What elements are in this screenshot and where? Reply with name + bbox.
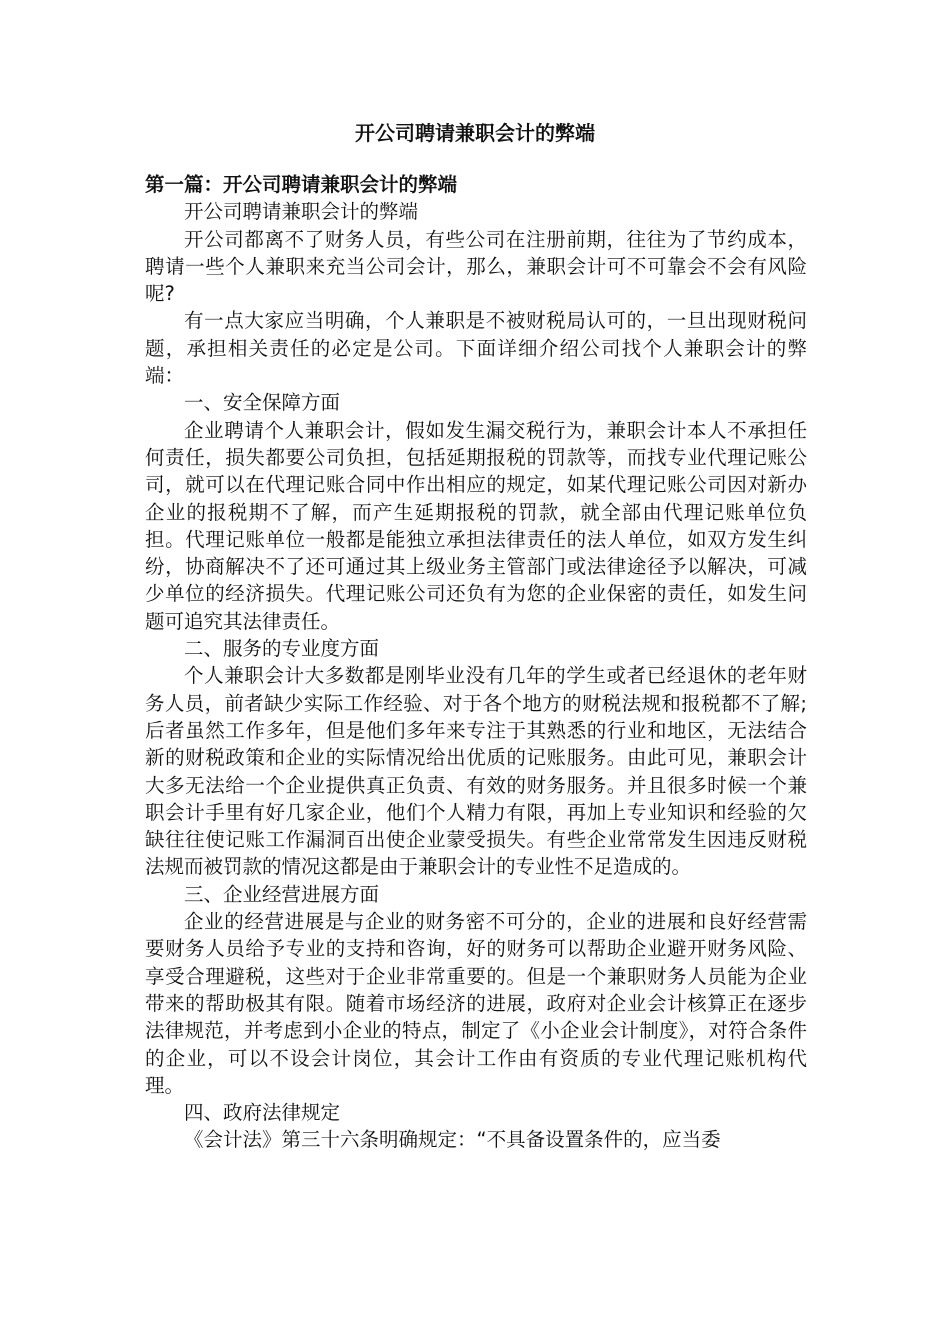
- heading-professionalism: 二、服务的专业度方面: [184, 637, 380, 661]
- safety-paragraph: 企业聘请个人兼职会计，假如发生漏交税行为，兼职会计本人不承担任何责任，损失都要公司负担，包括延期报税的罚款等，而找专业代理记账公司，就可以在代理记账合同中作出相应的规定，如某代理记账公司因对新办企业的报税期不了解，而产生延期报税的罚款，就全部由代理记账单位负担。代理记账单位一般都是能独立承担法律责任的法人单位，如双方发生纠纷，协商解决不了还可通过其上级业务主管部门或法律途径予以解决，可减少单位的经济损失。代理记账公司还负有为您的企业保密的责任，如发生问题可追究其法律责任。: [145, 418, 807, 633]
- document-title: 开公司聘请兼职会计的弊端: [355, 121, 595, 145]
- intro-paragraph: 开公司都离不了财务人员，有些公司在注册前期，往往为了节约成本，聘请一些个人兼职来充当公司会计，那么，兼职会计可不可靠会不会有风险呢?: [145, 227, 807, 306]
- heading-safety: 一、安全保障方面: [184, 391, 341, 415]
- business-development-paragraph: 企业的经营进展是与企业的财务密不可分的，企业的进展和良好经营需要财务人员给予专业的支持和咨询，好的财务可以帮助企业避开财务风险、享受合理避税，这些对于企业非常重要的。但是一个兼职财务人员能为企业带来的帮助极其有限。随着市场经济的进展，政府对企业会计核算正在逐步法律规范，并考虑到小企业的特点，制定了《小企业会计制度》，对符合条件的企业，可以不设会计岗位，其会计工作由有资质的专业代理记账机构代理。: [145, 910, 807, 1097]
- document-body: [145, 171, 807, 1154]
- summary-paragraph: 有一点大家应当明确，个人兼职是不被财税局认可的，一旦出现财税问题，承担相关责任的必定是公司。下面详细介绍公司找个人兼职会计的弊端：: [145, 309, 807, 388]
- chapter-heading: 第一篇：开公司聘请兼职会计的弊端: [145, 173, 458, 196]
- law-paragraph: 《会计法》第三十六条明确规定：“不具备设置条件的，应当委: [184, 1128, 721, 1152]
- professionalism-paragraph: 个人兼职会计大多数都是刚毕业没有几年的学生或者已经退休的老年财务人员，前者缺少实际工作经验、对于各个地方的财税法规和报税都不了解;后者虽然工作多年，但是他们多年来专注于其熟悉的行业和地区，无法结合新的财税政策和企业的实际情况给出优质的记账服务。由此可见，兼职会计大多无法给一个企业提供真正负责、有效的财务服务。并且很多时候一个兼职会计手里有好几家企业，他们个人精力有限，再加上专业知识和经验的欠缺往往使记账工作漏洞百出使企业蒙受损失。有些企业常常发生因违反财税法规而被罚款的情况这都是由于兼职会计的专业性不足造成的。: [145, 664, 807, 879]
- section-title-paragraph: 开公司聘请兼职会计的弊端: [184, 200, 419, 224]
- heading-government-law: 四、政府法律规定: [184, 1101, 341, 1125]
- heading-business-development: 三、企业经营进展方面: [184, 882, 380, 906]
